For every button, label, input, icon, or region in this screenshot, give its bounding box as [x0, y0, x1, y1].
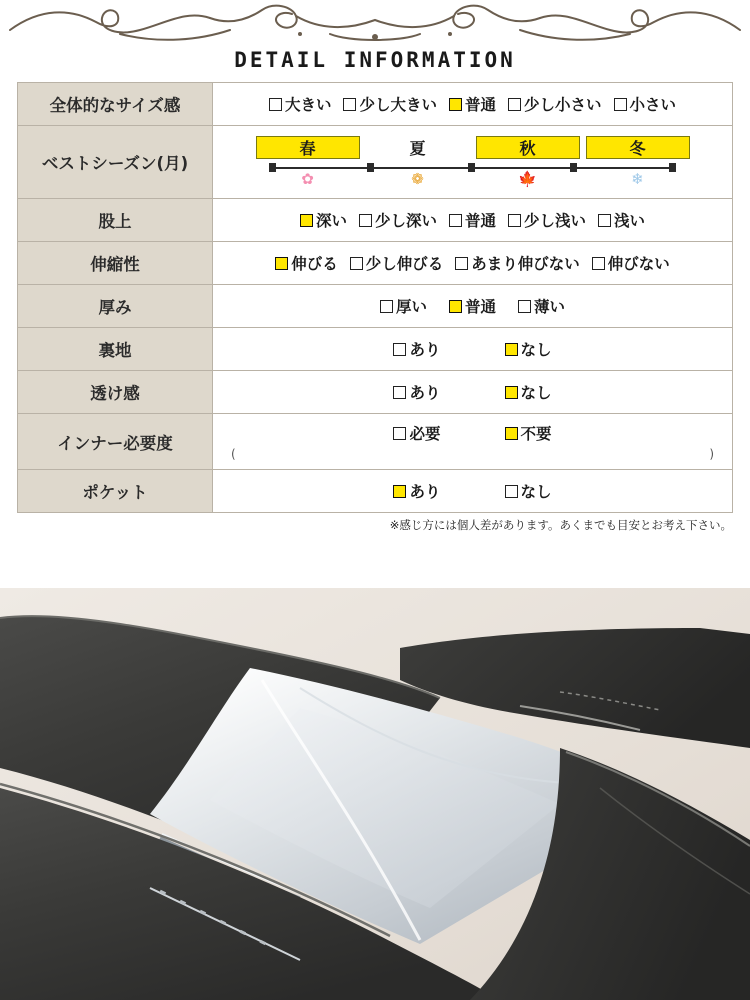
option-size-0[interactable]: [269, 93, 332, 115]
option-label: 薄い: [534, 298, 566, 316]
row-label-sheerness: 透け感: [18, 371, 213, 414]
season-icons: [217, 170, 728, 188]
season-summer[interactable]: 夏: [409, 139, 426, 158]
option-rise-1[interactable]: [359, 209, 437, 231]
checkbox-checked-icon[interactable]: [300, 214, 313, 227]
option-sheerness-1[interactable]: [505, 381, 552, 403]
checkbox-icon[interactable]: [508, 98, 521, 111]
detail-information-table: [17, 82, 733, 513]
checkbox-icon[interactable]: [449, 214, 462, 227]
row-value-sheerness: [213, 371, 733, 414]
snowflake-icon: ❄: [631, 170, 644, 188]
row-label-season: ベストシーズン(月): [18, 126, 213, 199]
checkbox-checked-icon[interactable]: [505, 343, 518, 356]
row-value-season: [213, 126, 733, 199]
checkbox-icon[interactable]: [359, 214, 372, 227]
maple-leaf-icon: 🍁: [518, 170, 537, 188]
table-row-thickness: [18, 285, 733, 328]
page-title: DETAIL INFORMATION: [234, 48, 516, 72]
checkbox-icon[interactable]: [518, 300, 531, 313]
row-value-inner-need: [213, 414, 733, 470]
row-label-pocket: ポケット: [18, 470, 213, 513]
checkbox-checked-icon[interactable]: [505, 386, 518, 399]
option-thickness-0[interactable]: [380, 295, 427, 317]
checkbox-icon[interactable]: [343, 98, 356, 111]
option-size-2[interactable]: [449, 93, 496, 115]
paren-left: (: [231, 447, 236, 461]
checkbox-checked-icon[interactable]: [275, 257, 288, 270]
row-label-lining: 裏地: [18, 328, 213, 371]
table-row-sheerness: [18, 371, 733, 414]
option-label: 小さい: [629, 96, 677, 114]
checkbox-icon[interactable]: [592, 257, 605, 270]
option-inner-need-1[interactable]: [505, 422, 552, 444]
option-label: 不要: [520, 425, 552, 443]
checkbox-icon[interactable]: [393, 386, 406, 399]
checkbox-checked-icon[interactable]: [449, 300, 462, 313]
option-label: 大きい: [284, 96, 332, 114]
table-row-rise: [18, 199, 733, 242]
option-label: 普通: [464, 96, 496, 114]
option-rise-4[interactable]: [598, 209, 645, 231]
table-row-inner-need: [18, 414, 733, 470]
table-row-pocket: [18, 470, 733, 513]
option-stretch-0[interactable]: [275, 252, 338, 274]
option-label: あまり伸びない: [471, 255, 580, 273]
row-label-thickness: 厚み: [18, 285, 213, 328]
option-size-1[interactable]: [343, 93, 437, 115]
option-label: 少し小さい: [524, 96, 602, 114]
option-rise-3[interactable]: [508, 209, 586, 231]
row-value-pocket: [213, 470, 733, 513]
row-label-size: 全体的なサイズ感: [18, 83, 213, 126]
checkbox-icon[interactable]: [393, 343, 406, 356]
option-thickness-2[interactable]: [518, 295, 565, 317]
option-size-4[interactable]: [614, 93, 677, 115]
option-stretch-2[interactable]: [455, 252, 580, 274]
option-inner-need-0[interactable]: [393, 422, 440, 444]
checkbox-checked-icon[interactable]: [449, 98, 462, 111]
product-photo-black-pants-lining: [0, 588, 750, 1000]
option-label: 厚い: [395, 298, 427, 316]
option-label: 浅い: [614, 212, 646, 230]
option-label: 深い: [315, 212, 347, 230]
season-spring[interactable]: 春: [256, 136, 360, 159]
option-label: 伸びる: [291, 255, 338, 273]
table-row-size: [18, 83, 733, 126]
option-label: なし: [520, 483, 552, 501]
checkbox-icon[interactable]: [508, 214, 521, 227]
checkbox-icon[interactable]: [380, 300, 393, 313]
option-label: 少し深い: [374, 212, 437, 230]
checkbox-icon[interactable]: [269, 98, 282, 111]
row-value-rise: [213, 199, 733, 242]
option-size-3[interactable]: [508, 93, 602, 115]
option-rise-2[interactable]: [449, 209, 496, 231]
checkbox-icon[interactable]: [350, 257, 363, 270]
checkbox-icon[interactable]: [614, 98, 627, 111]
option-label: 普通: [464, 298, 496, 316]
option-label: なし: [520, 384, 552, 402]
option-pocket-0[interactable]: [393, 480, 440, 502]
row-value-stretch: [213, 242, 733, 285]
option-lining-0[interactable]: [393, 338, 440, 360]
sunflower-icon: ❁: [411, 170, 424, 188]
checkbox-icon[interactable]: [505, 485, 518, 498]
checkbox-icon[interactable]: [393, 427, 406, 440]
footnote: ※感じ方には個人差があります。あくまでも目安とお考え下さい。: [389, 518, 732, 532]
option-stretch-3[interactable]: [592, 252, 670, 274]
row-label-rise: 股上: [18, 199, 213, 242]
row-label-inner-need: インナー必要度: [18, 414, 213, 470]
option-label: 必要: [409, 425, 441, 443]
checkbox-icon[interactable]: [598, 214, 611, 227]
option-lining-1[interactable]: [505, 338, 552, 360]
table-row-lining: [18, 328, 733, 371]
checkbox-checked-icon[interactable]: [393, 485, 406, 498]
season-chart: [217, 134, 728, 190]
option-label: あり: [409, 341, 441, 359]
paren-right: ): [709, 447, 714, 461]
table-row-stretch: [18, 242, 733, 285]
inner-need-note: [217, 444, 728, 461]
row-value-thickness: [213, 285, 733, 328]
row-value-lining: [213, 328, 733, 371]
option-label: あり: [409, 384, 441, 402]
row-label-stretch: 伸縮性: [18, 242, 213, 285]
option-label: なし: [520, 341, 552, 359]
option-label: 少し伸びる: [365, 255, 444, 273]
decorative-flourish: [0, 0, 750, 46]
cherry-blossom-icon: ✿: [301, 170, 314, 188]
season-winter[interactable]: 冬: [586, 136, 690, 159]
checkbox-icon[interactable]: [455, 257, 468, 270]
option-label: あり: [409, 483, 441, 501]
table-row-season: [18, 126, 733, 199]
option-label: 伸びない: [607, 255, 670, 273]
option-label: 普通: [464, 212, 496, 230]
row-value-size: [213, 83, 733, 126]
season-bars: [217, 136, 728, 159]
option-sheerness-0[interactable]: [393, 381, 440, 403]
option-pocket-1[interactable]: [505, 480, 552, 502]
option-label: 少し浅い: [524, 212, 587, 230]
checkbox-checked-icon[interactable]: [505, 427, 518, 440]
season-autumn[interactable]: 秋: [476, 136, 580, 159]
option-stretch-1[interactable]: [350, 252, 444, 274]
option-label: 少し大きい: [359, 96, 437, 114]
option-thickness-1[interactable]: [449, 295, 496, 317]
option-rise-0[interactable]: [300, 209, 347, 231]
